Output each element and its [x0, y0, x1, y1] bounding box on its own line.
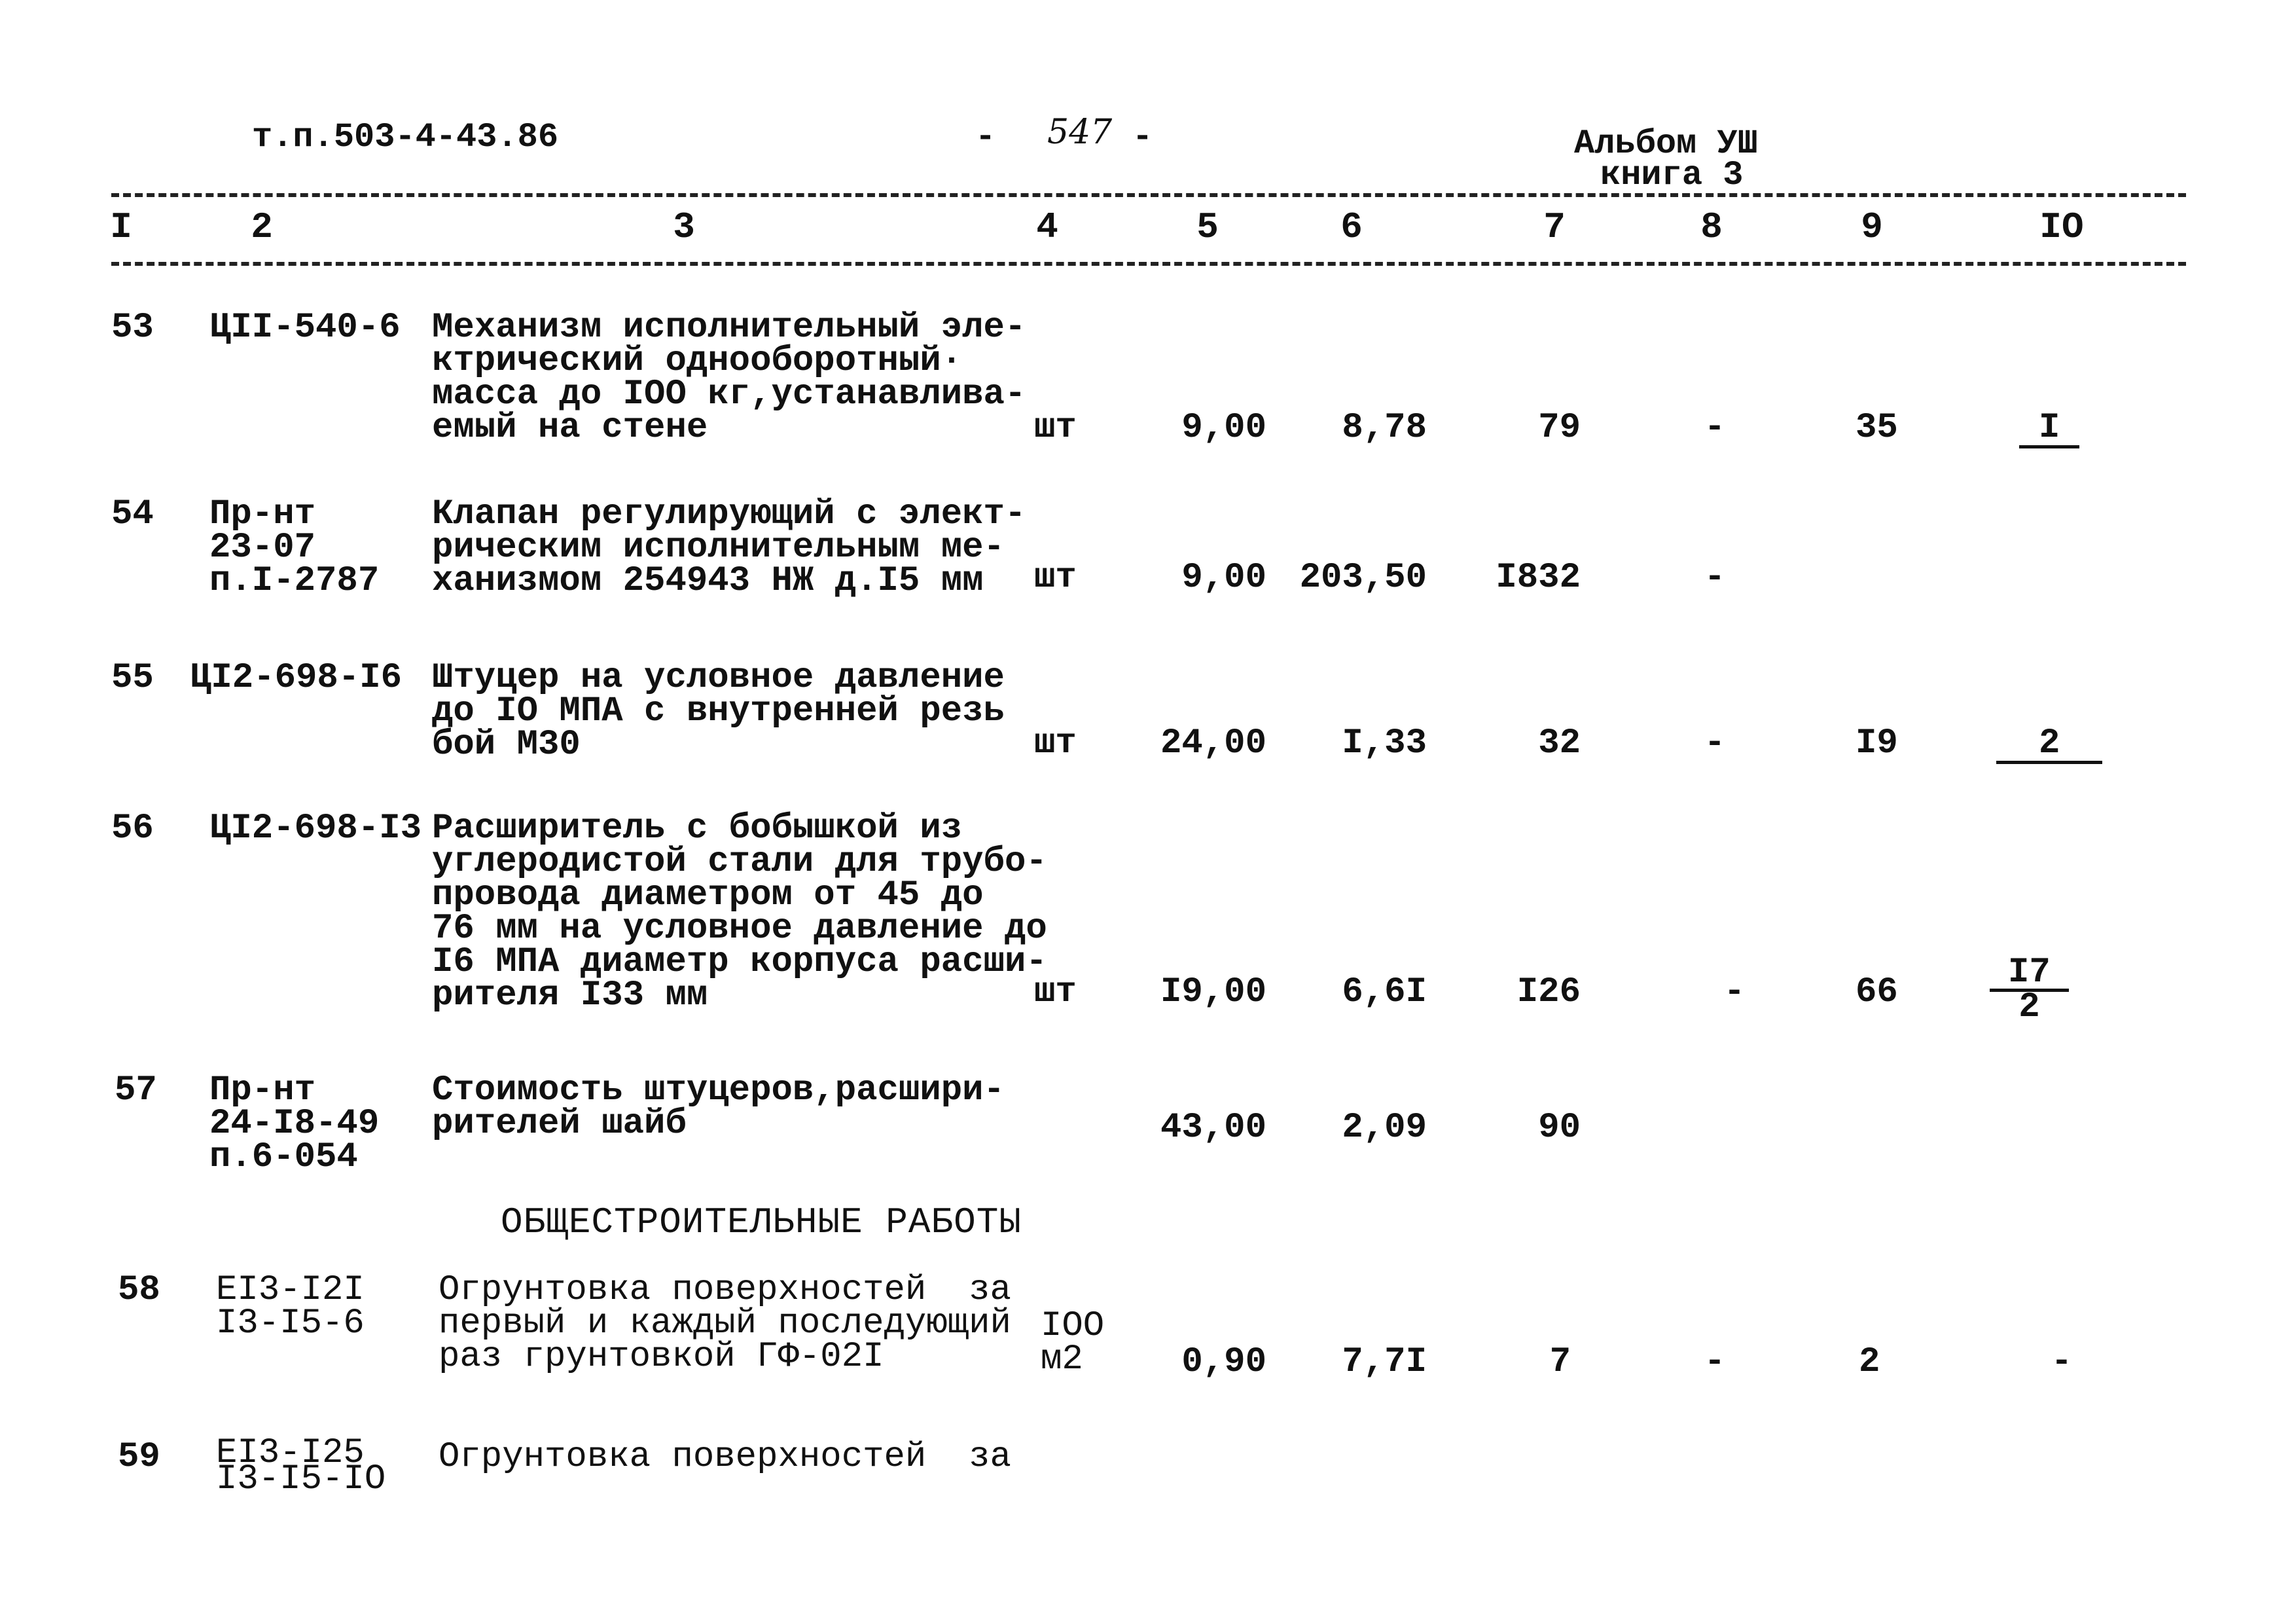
row-55-code: ЦI2-698-I6 — [190, 658, 403, 698]
row-55-col10: 2 — [1996, 727, 2102, 764]
row-58-price: 7,7I — [1342, 1342, 1427, 1382]
col-header-1: I — [110, 206, 132, 248]
row-58-no: 58 — [118, 1270, 160, 1310]
header-rule-top — [111, 193, 2186, 197]
document-code: т.п.503-4-43.86 — [252, 118, 559, 156]
row-56-price: 6,6I — [1342, 972, 1427, 1012]
row-54-unit: шт — [1034, 558, 1077, 598]
row-54-qty: 9,00 — [1181, 558, 1266, 598]
row-53-unit: шт — [1034, 408, 1077, 448]
row-53-no: 53 — [111, 308, 154, 348]
row-53-total: 79 — [1538, 408, 1581, 448]
row-55-total: 32 — [1538, 723, 1581, 763]
row-56-no: 56 — [111, 809, 154, 848]
row-56-col10-numerator: I7 — [1990, 957, 2069, 992]
row-53-qty: 9,00 — [1181, 408, 1266, 448]
col-header-5: 5 — [1196, 206, 1219, 248]
row-55-desc: Штуцер на условное давление до IO МПА с внутренней резь бой М30 — [432, 658, 1005, 765]
row-54-code: Пр-нт 23-07 п.I-2787 — [209, 494, 380, 601]
col-header-10: IO — [2039, 206, 2084, 248]
col-header-6: 6 — [1340, 206, 1363, 248]
row-56-col10-denominator: 2 — [2018, 987, 2040, 1027]
row-55-price: I,33 — [1342, 723, 1427, 763]
row-55-unit: шт — [1034, 723, 1077, 763]
row-58-desc: Огрунтовка поверхностей за первый и каждый последующий раз грунтовкой ГФ-02I — [439, 1270, 1011, 1377]
col-header-9: 9 — [1861, 206, 1883, 248]
row-57-desc: Стоимость штуцеров,расшири- рителей шайб — [432, 1070, 1005, 1144]
row-53-col9: 35 — [1856, 408, 1898, 448]
row-58-qty: 0,90 — [1181, 1342, 1266, 1382]
row-57-price: 2,09 — [1342, 1108, 1427, 1148]
row-58-code: ЕI3-I2I I3-I5-6 — [216, 1270, 365, 1343]
row-53-code: ЦII-540-6 — [209, 308, 401, 348]
col-header-2: 2 — [251, 206, 273, 248]
row-55-col8: - — [1704, 723, 1726, 763]
row-57-code: Пр-нт 24-I8-49 п.6-054 — [209, 1070, 380, 1177]
row-56-col8: - — [1723, 972, 1746, 1012]
col-header-4: 4 — [1036, 206, 1058, 248]
row-53-col8: - — [1704, 408, 1726, 448]
row-56-code: ЦI2-698-I3 — [209, 809, 422, 848]
row-54-total: I832 — [1496, 558, 1581, 598]
row-59-code: ЕI3-I25 I3-I5-IO — [216, 1433, 386, 1499]
row-57-no: 57 — [115, 1070, 157, 1110]
album-label: Альбом УШ — [1574, 124, 1758, 163]
row-55-col9: I9 — [1856, 723, 1898, 763]
row-53-col10: I — [2019, 411, 2079, 448]
row-54-no: 54 — [111, 494, 154, 534]
page-number: 547 — [1047, 113, 1113, 152]
section-title: ОБЩЕСТРОИТЕЛЬНЫЕ РАБОТЫ — [501, 1201, 1022, 1243]
row-55-qty: 24,00 — [1160, 723, 1266, 763]
row-56-total: I26 — [1516, 972, 1581, 1012]
row-59-desc: Огрунтовка поверхностей за — [439, 1437, 1011, 1477]
book-label: книга 3 — [1600, 156, 1744, 194]
row-56-unit: шт — [1034, 972, 1077, 1012]
row-58-col8: - — [1704, 1342, 1726, 1382]
row-57-qty: 43,00 — [1160, 1108, 1266, 1148]
row-54-desc: Клапан регулирующий с элект- рическим исполнительным ме- ханизмом 254943 НЖ д.I5 мм — [432, 494, 1026, 601]
col-header-8: 8 — [1700, 206, 1723, 248]
row-58-unit: IOO м2 — [1041, 1306, 1105, 1379]
row-57-total: 90 — [1538, 1108, 1581, 1148]
row-58-col9: 2 — [1859, 1342, 1880, 1382]
row-58-col10: - — [2051, 1342, 2073, 1382]
row-56-desc: Расширитель с бобышкой из углеродистой стали для трубо- провода диаметром от 45 до 76 мм на условное давление до I6 МПА диаметр корпуса расши- рителя I33 мм — [432, 809, 1047, 1015]
row-53-desc: Механизм исполнительный эле- ктрический однооборотный· масса до IOO кг,устанавлива- емый на стене — [432, 308, 1026, 448]
row-56-qty: I9,00 — [1160, 972, 1266, 1012]
row-53-price: 8,78 — [1342, 408, 1427, 448]
row-54-col8: - — [1704, 558, 1726, 598]
row-55-no: 55 — [111, 658, 154, 698]
col-header-7: 7 — [1543, 206, 1566, 248]
row-59-no: 59 — [118, 1437, 160, 1477]
row-54-price: 203,50 — [1299, 558, 1427, 598]
dash-right: - — [1132, 118, 1153, 156]
col-header-3: 3 — [673, 206, 695, 248]
header-rule-bottom — [111, 262, 2186, 266]
row-58-total: 7 — [1549, 1342, 1571, 1382]
row-56-col10-fraction — [1990, 953, 2069, 1027]
row-56-col9: 66 — [1856, 972, 1898, 1012]
dash-left: - — [975, 118, 996, 156]
